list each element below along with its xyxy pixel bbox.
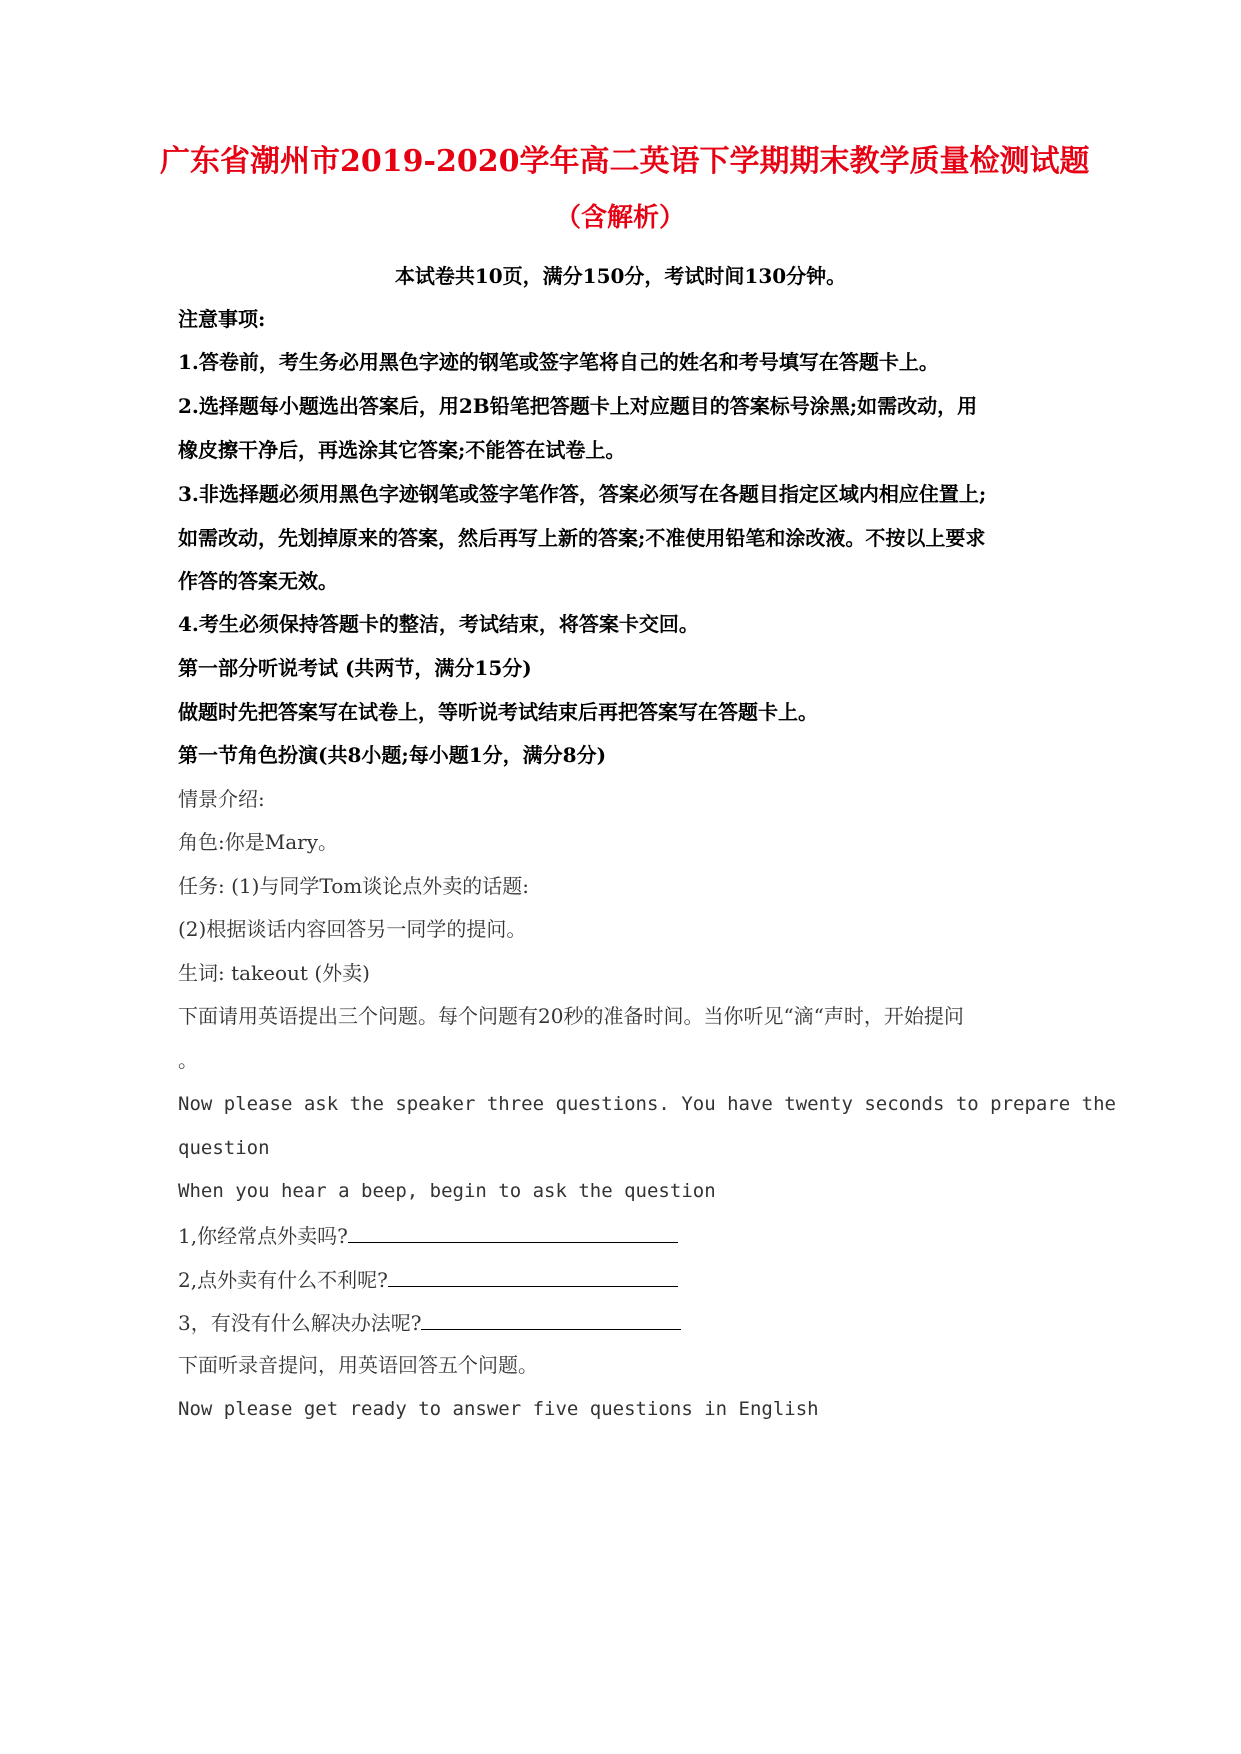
note-item: 橡皮擦干净后，再选涂其它答案;不能答在试卷上。 (178, 438, 626, 462)
note-item: 如需改动，先划掉原来的答案，然后再写上新的答案;不准使用铅笔和涂改液。不按以上要求 (178, 526, 986, 550)
ask-instruction-cn: 下面请用英语提出三个问题。每个问题有20秒的准备时间。当你听见“滴“声时，开始提问 (178, 1004, 964, 1028)
document-title: 广东省潮州市2019-2020学年高二英语下学期期末教学质量检测试题 (160, 144, 1090, 179)
question-item (178, 1307, 681, 1337)
vocabulary-note: 生词: takeout (外卖) (178, 961, 370, 985)
part1-heading: 第一部分听说考试 (共两节，满分15分) (178, 656, 532, 680)
note-item: 3.非选择题必须用黑色字迹钢笔或签字笔作答，答案必须写在各题目指定区域内相应住置上; (178, 482, 987, 506)
scenario-label: 情景介绍: (178, 787, 265, 811)
answer-blank[interactable] (421, 1307, 681, 1330)
answer-instruction-cn: 下面听录音提问，用英语回答五个问题。 (178, 1353, 538, 1377)
part1-instruction: 做题时先把答案写在试卷上，等听说考试结束后再把答案写在答题卡上。 (178, 700, 818, 724)
question-text: 2,点外卖有什么不利呢? (178, 1268, 388, 1292)
document-title-subtitle: （含解析） (554, 203, 685, 233)
answer-blank[interactable] (348, 1220, 678, 1243)
section1-heading: 第一节角色扮演(共8小题;每小题1分，满分8分) (178, 743, 607, 767)
note-item: 2.选择题每小题选出答案后，用2B铅笔把答题卡上对应题目的答案标号涂黑;如需改动，用 (178, 394, 978, 418)
question-text: 3，有没有什么解决办法呢? (178, 1311, 422, 1335)
exam-intro: 本试卷共10页，满分150分，考试时间130分钟。 (394, 264, 847, 288)
note-item: 1.答卷前，考生务必用黑色字迹的钢笔或签字笔将自己的姓名和考号填写在答题卡上。 (178, 350, 939, 374)
ask-instruction-cn-tail: 。 (178, 1048, 198, 1072)
task-item: (2)根据谈话内容回答另一同学的提问。 (178, 917, 527, 941)
notes-heading: 注意事项: (178, 307, 266, 331)
task-item: 任务: (1)与同学Tom谈论点外卖的话题: (178, 874, 529, 898)
ask-instruction-en: question (178, 1137, 270, 1159)
ask-instruction-en: Now please ask the speaker three questions. You have twenty seconds to prepare the (178, 1093, 1116, 1115)
question-text: 1,你经常点外卖吗? (178, 1224, 348, 1248)
note-item: 4.考生必须保持答题卡的整洁，考试结束，将答案卡交回。 (178, 612, 699, 636)
role-text: 角色:你是Mary。 (178, 830, 338, 854)
question-item (178, 1220, 678, 1250)
note-item: 作答的答案无效。 (178, 569, 338, 593)
answer-blank[interactable] (388, 1264, 678, 1287)
answer-instruction-en: Now please get ready to answer five questions in English (178, 1398, 819, 1420)
question-item (178, 1264, 678, 1294)
ask-instruction-en: When you hear a beep, begin to ask the question (178, 1180, 716, 1202)
